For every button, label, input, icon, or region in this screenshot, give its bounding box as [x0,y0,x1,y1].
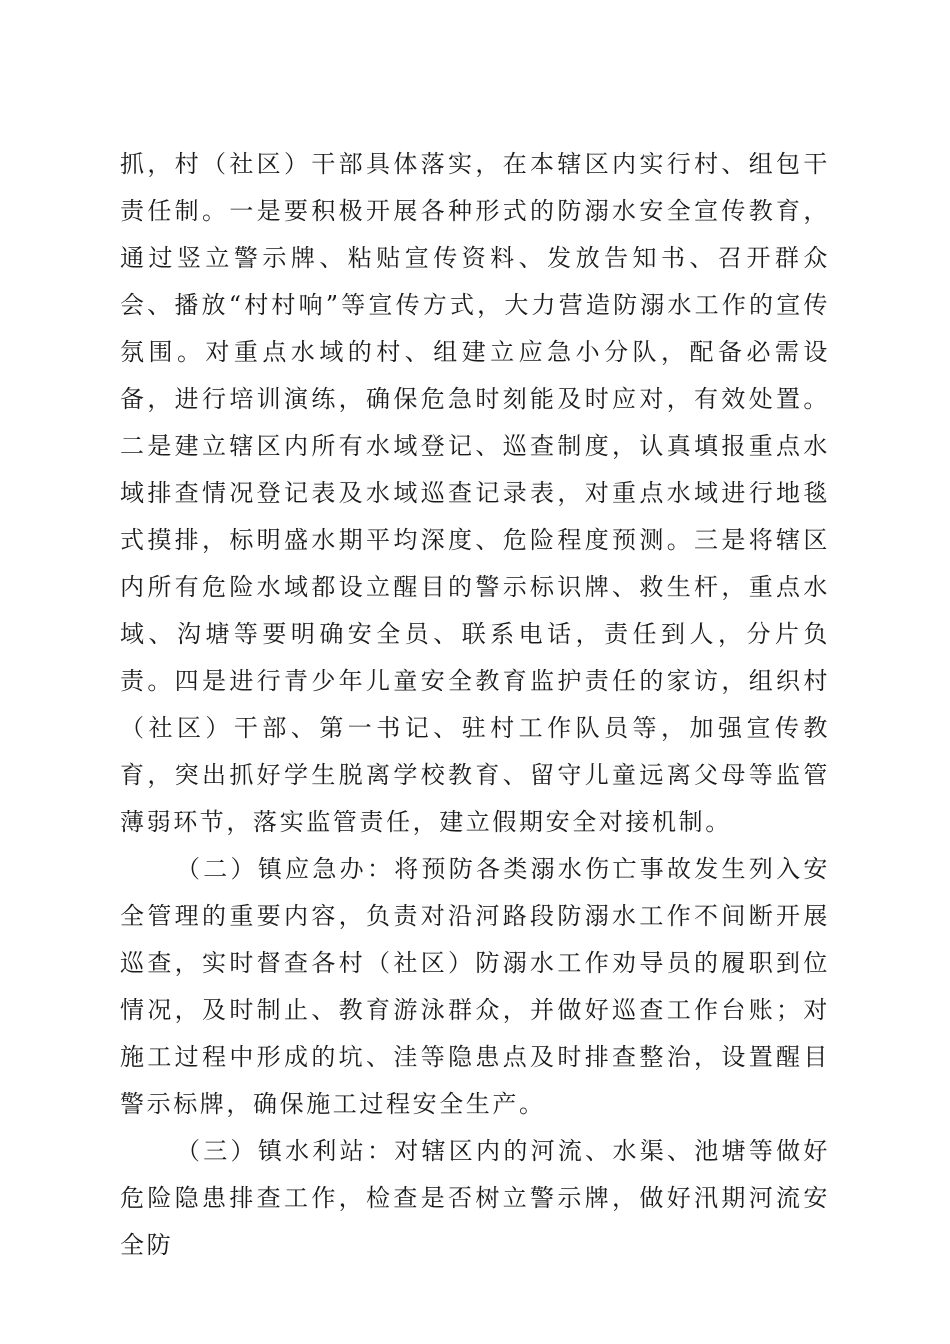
paragraph-emergency-office: （二）镇应急办：将预防各类溺水伤亡事故发生列入安全管理的重要内容，负责对沿河路段防溺水工作不间断开展巡查，实时督查各村（社区）防溺水工作劝导员的履职到位情况，及时制止、教育游泳群众，并做好巡查工作台账；对施工过程中形成的坑、洼等隐患点及时排查整治，设置醒目警示标牌，确保施工过程安全生产。 [120,855,830,1118]
paragraph-water-station: （三）镇水利站：对辖区内的河流、水渠、池塘等做好危险隐患排查工作，检查是否树立警示牌，做好汛期河流安全防 [120,1137,830,1259]
document-body [120,141,830,1269]
paragraph-village-responsibility: 抓，村（社区）干部具体落实，在本辖区内实行村、组包干责任制。一是要积极开展各种形式的防溺水安全宣传教育，通过竖立警示牌、粘贴宣传资料、发放告知书、召开群众会、播放“村村响”等宣传方式，大力营造防溺水工作的宣传氛围。对重点水域的村、组建立应急小分队，配备必需设备，进行培训演练，确保危急时刻能及时应对，有效处置。二是建立辖区内所有水域登记、巡查制度，认真填报重点水域排查情况登记表及水域巡查记录表，对重点水域进行地毯式摸排，标明盛水期平均深度、危险程度预测。三是将辖区内所有危险水域都设立醒目的警示标识牌、救生杆，重点水域、沟塘等要明确安全员、联系电话，责任到人，分片负责。四是进行青少年儿童安全教育监护责任的家访，组织村（社区）干部、第一书记、驻村工作队员等，加强宣传教育，突出抓好学生脱离学校教育、留守儿童远离父母等监管薄弱环节，落实监管责任，建立假期安全对接机制。 [120,150,830,836]
